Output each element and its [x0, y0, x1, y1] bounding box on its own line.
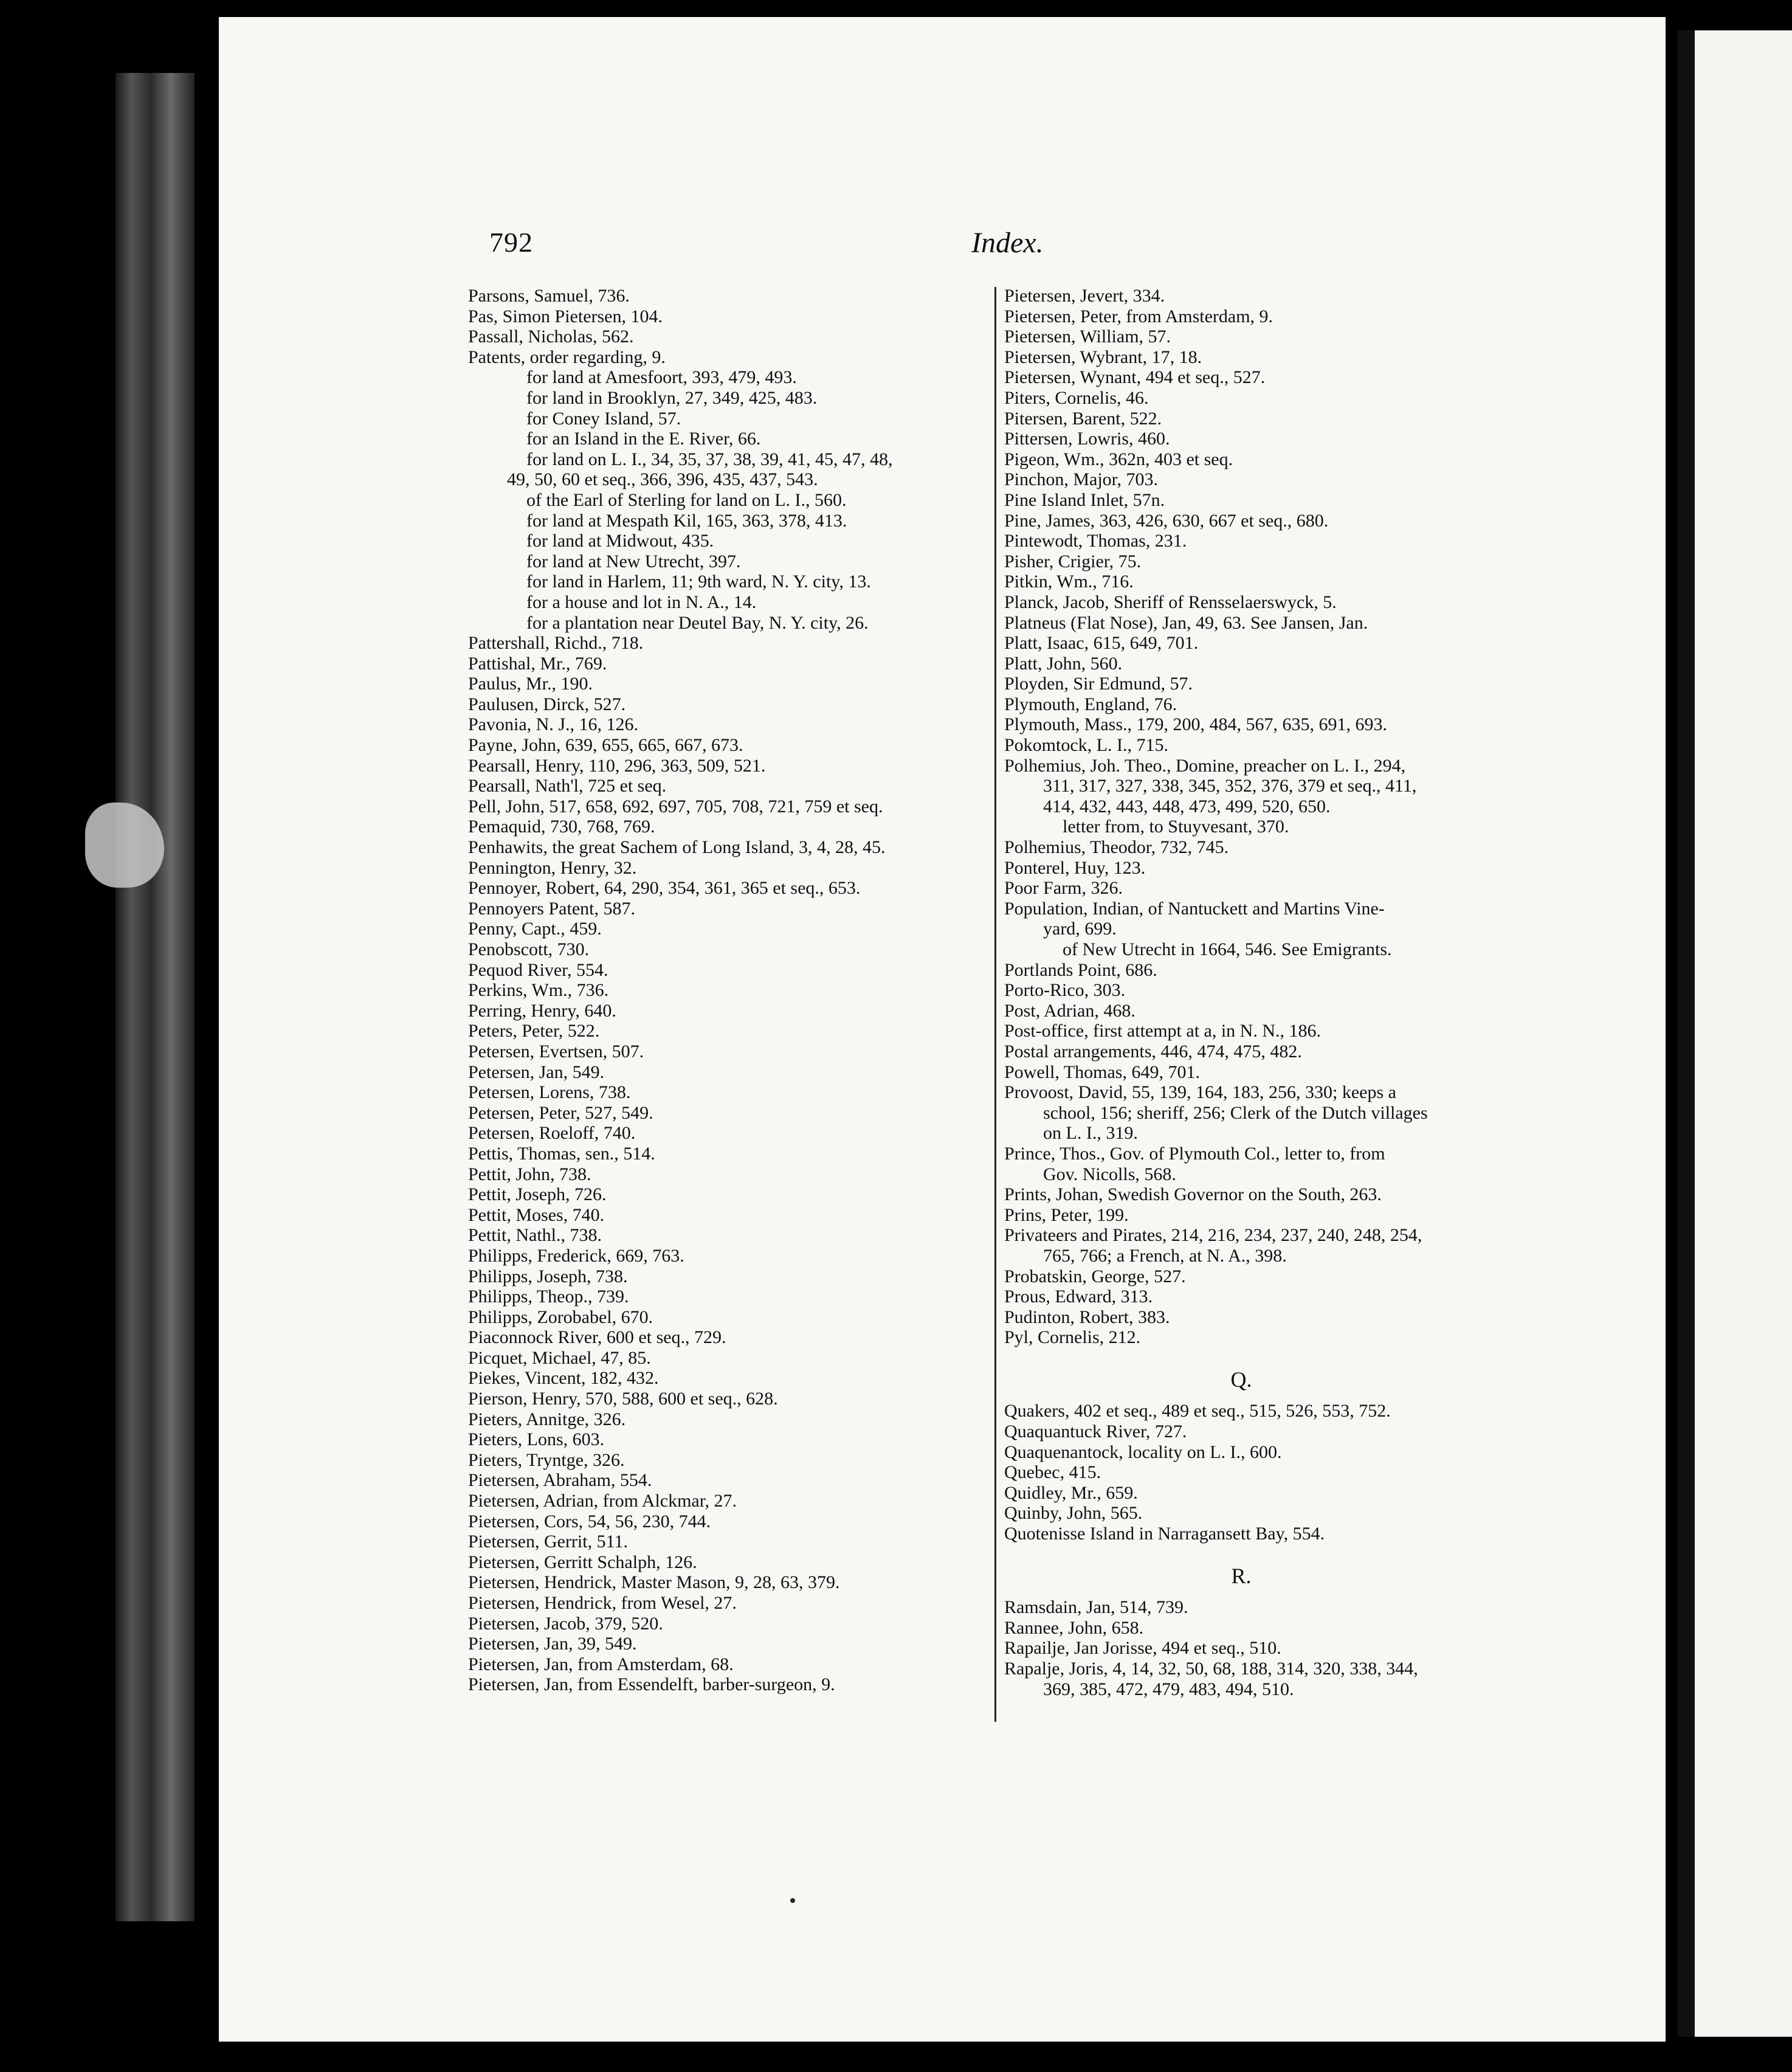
index-entry: Pintewodt, Thomas, 231. — [1004, 531, 1187, 551]
index-entry: Pietersen, Cors, 54, 56, 230, 744. — [468, 1511, 711, 1532]
index-entry: Rapailje, Jan Jorisse, 494 et seq., 510. — [1004, 1638, 1281, 1659]
index-entry: Pietersen, Adrian, from Alckmar, 27. — [468, 1491, 737, 1511]
index-entry: Poor Farm, 326. — [1004, 878, 1123, 899]
index-entry: for a plantation near Deutel Bay, N. Y. city, 26. — [526, 612, 869, 633]
index-entry: Pattershall, Richd., 718. — [468, 633, 644, 654]
index-entry: Ponterel, Huy, 123. — [1004, 857, 1146, 878]
index-entry: for land at Mespath Kil, 165, 363, 378, 413. — [526, 510, 847, 531]
index-entry: 311, 317, 327, 338, 345, 352, 376, 379 et seq., 411, — [1043, 776, 1417, 796]
index-entry: letter from, to Stuyvesant, 370. — [1063, 817, 1289, 837]
index-entry: Quebec, 415. — [1004, 1462, 1101, 1483]
index-entry: Pietersen, Gerrit, 511. — [468, 1532, 628, 1552]
index-entry: Ployden, Sir Edmund, 57. — [1004, 674, 1193, 694]
column-divider — [994, 287, 996, 1722]
index-entry: Philipps, Theop., 739. — [468, 1286, 629, 1307]
index-entry: Gov. Nicolls, 568. — [1043, 1164, 1176, 1184]
index-entry: Penobscott, 730. — [468, 939, 590, 959]
index-entry: on L. I., 319. — [1043, 1123, 1138, 1144]
index-entry: Pettit, Joseph, 726. — [468, 1184, 607, 1205]
index-entry: Pearsall, Nath'l, 725 et seq. — [468, 776, 667, 796]
index-entry: Pudinton, Robert, 383. — [1004, 1307, 1170, 1327]
index-entry: for land at Amesfoort, 393, 479, 493. — [526, 367, 797, 388]
index-entry: Pennoyers Patent, 587. — [468, 898, 635, 919]
index-entry: Pietersen, Hendrick, from Wesel, 27. — [468, 1593, 737, 1613]
index-entry: Peters, Peter, 522. — [468, 1021, 600, 1041]
index-entry: Passall, Nicholas, 562. — [468, 326, 634, 347]
index-entry: Platneus (Flat Nose), Jan, 49, 63. See Jansen, Jan. — [1004, 612, 1368, 633]
index-entry: Pearsall, Henry, 110, 296, 363, 509, 521. — [468, 755, 766, 776]
index-entry: Perring, Henry, 640. — [468, 1000, 616, 1021]
index-entry: Perkins, Wm., 736. — [468, 980, 609, 1001]
index-entry: Petersen, Roeloff, 740. — [468, 1123, 636, 1144]
index-entry: for land in Harlem, 11; 9th ward, N. Y. city, 13. — [526, 572, 871, 592]
index-entry: 765, 766; a French, at N. A., 398. — [1043, 1245, 1287, 1266]
index-entry: Quidley, Mr., 659. — [1004, 1482, 1138, 1503]
index-entry: Pieters, Tryntge, 326. — [468, 1449, 625, 1470]
index-entry: Rannee, John, 658. — [1004, 1617, 1144, 1638]
index-entry: 414, 432, 443, 448, 473, 499, 520, 650. — [1043, 796, 1331, 817]
index-entry: Probatskin, George, 527. — [1004, 1266, 1186, 1286]
index-entry: Pierson, Henry, 570, 588, 600 et seq., 628. — [468, 1389, 778, 1409]
index-entry: Polhemius, Joh. Theo., Domine, preacher on L. I., 294, — [1004, 755, 1406, 776]
index-entry: Quinby, John, 565. — [1004, 1503, 1143, 1524]
index-entry: Pitkin, Wm., 716. — [1004, 572, 1134, 592]
index-entry: Ramsdain, Jan, 514, 739. — [1004, 1597, 1188, 1618]
index-entry: Pietersen, Hendrick, Master Mason, 9, 28, 63, 379. — [468, 1572, 840, 1593]
ink-speck — [790, 1898, 795, 1903]
index-entry: Petersen, Lorens, 738. — [468, 1082, 631, 1103]
index-entry: school, 156; sheriff, 256; Clerk of the Dutch villages — [1043, 1102, 1428, 1123]
index-entries-r — [1004, 1597, 1478, 1699]
index-entry: Pas, Simon Pietersen, 104. — [468, 306, 663, 326]
index-entry: Pettit, Moses, 740. — [468, 1204, 605, 1225]
index-entry: Pequod River, 554. — [468, 959, 608, 980]
index-entry: Patents, order regarding, 9. — [468, 347, 666, 367]
index-entry: Pietersen, Peter, from Amsterdam, 9. — [1004, 306, 1273, 326]
index-entry: Pietersen, Abraham, 554. — [468, 1470, 652, 1491]
index-entry: Philipps, Joseph, 738. — [468, 1266, 628, 1286]
index-entry: Pietersen, Gerritt Schalph, 126. — [468, 1552, 697, 1572]
index-entry: Platt, John, 560. — [1004, 653, 1123, 674]
index-entry: Portlands Point, 686. — [1004, 959, 1157, 980]
index-entry: Quotenisse Island in Narragansett Bay, 554. — [1004, 1524, 1325, 1544]
index-entry: Parsons, Samuel, 736. — [468, 286, 630, 306]
index-entry: Paulus, Mr., 190. — [468, 674, 593, 694]
index-entry: Pittersen, Lowris, 460. — [1004, 429, 1170, 449]
index-entry: Piekes, Vincent, 182, 432. — [468, 1368, 659, 1389]
index-entry: Pisher, Crigier, 75. — [1004, 551, 1142, 572]
index-entry: Quaquantuck River, 727. — [1004, 1421, 1187, 1442]
index-entry: Powell, Thomas, 649, 701. — [1004, 1062, 1200, 1082]
index-entry: for a house and lot in N. A., 14. — [526, 592, 757, 612]
index-entry: Pell, John, 517, 658, 692, 697, 705, 708, 721, 759 et seq. — [468, 796, 883, 817]
index-entry: 369, 385, 472, 479, 483, 494, 510. — [1043, 1679, 1294, 1699]
index-entry: Prins, Peter, 199. — [1004, 1204, 1129, 1225]
index-entry: Paulusen, Dirck, 527. — [468, 694, 626, 714]
index-entry: Petersen, Evertsen, 507. — [468, 1041, 644, 1062]
index-entry: Pettis, Thomas, sen., 514. — [468, 1143, 655, 1164]
index-entry: Polhemius, Theodor, 732, 745. — [1004, 837, 1229, 858]
index-entry: Petersen, Peter, 527, 549. — [468, 1102, 653, 1123]
index-entry: Pietersen, Wybrant, 17, 18. — [1004, 347, 1202, 367]
index-entry: for land on L. I., 34, 35, 37, 38, 39, 41, 45, 47, 48, — [526, 449, 893, 469]
index-entry: Pietersen, Wynant, 494 et seq., 527. — [1004, 367, 1266, 388]
index-entry: Pavonia, N. J., 16, 126. — [468, 714, 638, 735]
index-entry: Pietersen, Jan, 39, 549. — [468, 1634, 637, 1654]
index-entry: Pinchon, Major, 703. — [1004, 469, 1158, 490]
index-entry: Piaconnock River, 600 et seq., 729. — [468, 1327, 726, 1348]
index-entry: for land in Brooklyn, 27, 349, 425, 483. — [526, 387, 818, 408]
index-column-left — [468, 286, 892, 1695]
index-entry: Post-office, first attempt at a, in N. N., 186. — [1004, 1021, 1322, 1041]
index-entry: Pitersen, Barent, 522. — [1004, 408, 1162, 429]
index-entry: Population, Indian, of Nantuckett and Martins Vine- — [1004, 898, 1385, 919]
index-entry: Platt, Isaac, 615, 649, 701. — [1004, 633, 1199, 654]
index-entry: Pigeon, Wm., 362n, 403 et seq. — [1004, 449, 1233, 469]
page-title: Index. — [971, 227, 1044, 259]
index-entry: Pietersen, Jan, from Amsterdam, 68. — [468, 1654, 734, 1674]
index-entry: Picquet, Michael, 47, 85. — [468, 1347, 651, 1368]
index-entry: Post, Adrian, 468. — [1004, 1000, 1136, 1021]
index-entry: for land at New Utrecht, 397. — [526, 551, 741, 572]
index-entry: Planck, Jacob, Sheriff of Rensselaerswyck, 5. — [1004, 592, 1337, 612]
index-entry: Provoost, David, 55, 139, 164, 183, 256, 330; keeps a — [1004, 1082, 1396, 1103]
section-heading-q: Q. — [1230, 1367, 1252, 1392]
index-entry: Plymouth, Mass., 179, 200, 484, 567, 635, 691, 693. — [1004, 714, 1388, 735]
index-entry: Piters, Cornelis, 46. — [1004, 387, 1149, 408]
index-entry: Pyl, Cornelis, 212. — [1004, 1327, 1141, 1348]
index-entry: Plymouth, England, 76. — [1004, 694, 1177, 714]
index-entry: Pattishal, Mr., 769. — [468, 653, 607, 674]
index-entries-q — [1004, 1401, 1478, 1544]
index-entries-p — [1004, 286, 1478, 1348]
index-entry: Pine, James, 363, 426, 630, 667 et seq., 680. — [1004, 510, 1329, 531]
index-entry: Pine Island Inlet, 57n. — [1004, 489, 1165, 510]
index-entry: Prince, Thos., Gov. of Plymouth Col., letter to, from — [1004, 1143, 1385, 1164]
index-entry: Philipps, Zorobabel, 670. — [468, 1307, 653, 1327]
index-entry: for Coney Island, 57. — [526, 408, 681, 429]
index-entry: Quakers, 402 et seq., 489 et seq., 515, 526, 553, 752. — [1004, 1401, 1391, 1421]
index-entry: Quaquenantock, locality on L. I., 600. — [1004, 1442, 1282, 1462]
index-entry: Pennoyer, Robert, 64, 290, 354, 361, 365 et seq., 653. — [468, 878, 861, 899]
section-heading-r: R. — [1231, 1563, 1252, 1588]
index-entry: yard, 699. — [1043, 919, 1117, 939]
adjacent-page-edge — [1678, 30, 1792, 2037]
index-entry: Prous, Edward, 313. — [1004, 1286, 1153, 1307]
index-entry: Pemaquid, 730, 768, 769. — [468, 817, 655, 837]
index-entry: for an Island in the E. River, 66. — [526, 429, 761, 449]
index-entry: 49, 50, 60 et seq., 366, 396, 435, 437, 543. — [507, 469, 818, 490]
index-entry: Penny, Capt., 459. — [468, 919, 602, 939]
index-entry: Pietersen, Jan, from Essendelft, barber-surgeon, 9. — [468, 1674, 835, 1695]
index-entry: Porto-Rico, 303. — [1004, 980, 1126, 1001]
index-entry: Pietersen, Jevert, 334. — [1004, 286, 1165, 306]
index-entry: Rapalje, Joris, 4, 14, 32, 50, 68, 188, 314, 320, 338, 344, — [1004, 1659, 1418, 1679]
index-entry: of New Utrecht in 1664, 546. See Emigrants. — [1063, 939, 1392, 959]
index-entry: for land at Midwout, 435. — [526, 531, 714, 551]
book-spine — [115, 73, 195, 1921]
index-entry: of the Earl of Sterling for land on L. I., 560. — [526, 489, 847, 510]
index-entry: Pettit, John, 738. — [468, 1164, 591, 1184]
index-entry: Pieters, Annitge, 326. — [468, 1409, 626, 1429]
index-entry: Philipps, Frederick, 669, 763. — [468, 1245, 684, 1266]
index-entry: Penhawits, the great Sachem of Long Island, 3, 4, 28, 45. — [468, 837, 886, 858]
index-entry: Payne, John, 639, 655, 665, 667, 673. — [468, 735, 743, 756]
index-column-right — [1004, 286, 1478, 1699]
index-entry: Pieters, Lons, 603. — [468, 1429, 605, 1450]
index-entry: Pietersen, William, 57. — [1004, 326, 1171, 347]
page-number: 792 — [489, 227, 533, 258]
index-entry: Pokomtock, L. I., 715. — [1004, 735, 1168, 756]
index-entry: Privateers and Pirates, 214, 216, 234, 237, 240, 248, 254, — [1004, 1225, 1422, 1246]
index-entry: Pietersen, Jacob, 379, 520. — [468, 1613, 663, 1634]
index-entry: Pennington, Henry, 32. — [468, 857, 637, 878]
page-gutter-shadow — [1678, 30, 1695, 2037]
index-entry: Petersen, Jan, 549. — [468, 1062, 605, 1082]
index-entry: Pettit, Nathl., 738. — [468, 1225, 602, 1246]
index-entry: Postal arrangements, 446, 474, 475, 482. — [1004, 1041, 1302, 1062]
index-entry: Prints, Johan, Swedish Governor on the South, 263. — [1004, 1184, 1382, 1205]
